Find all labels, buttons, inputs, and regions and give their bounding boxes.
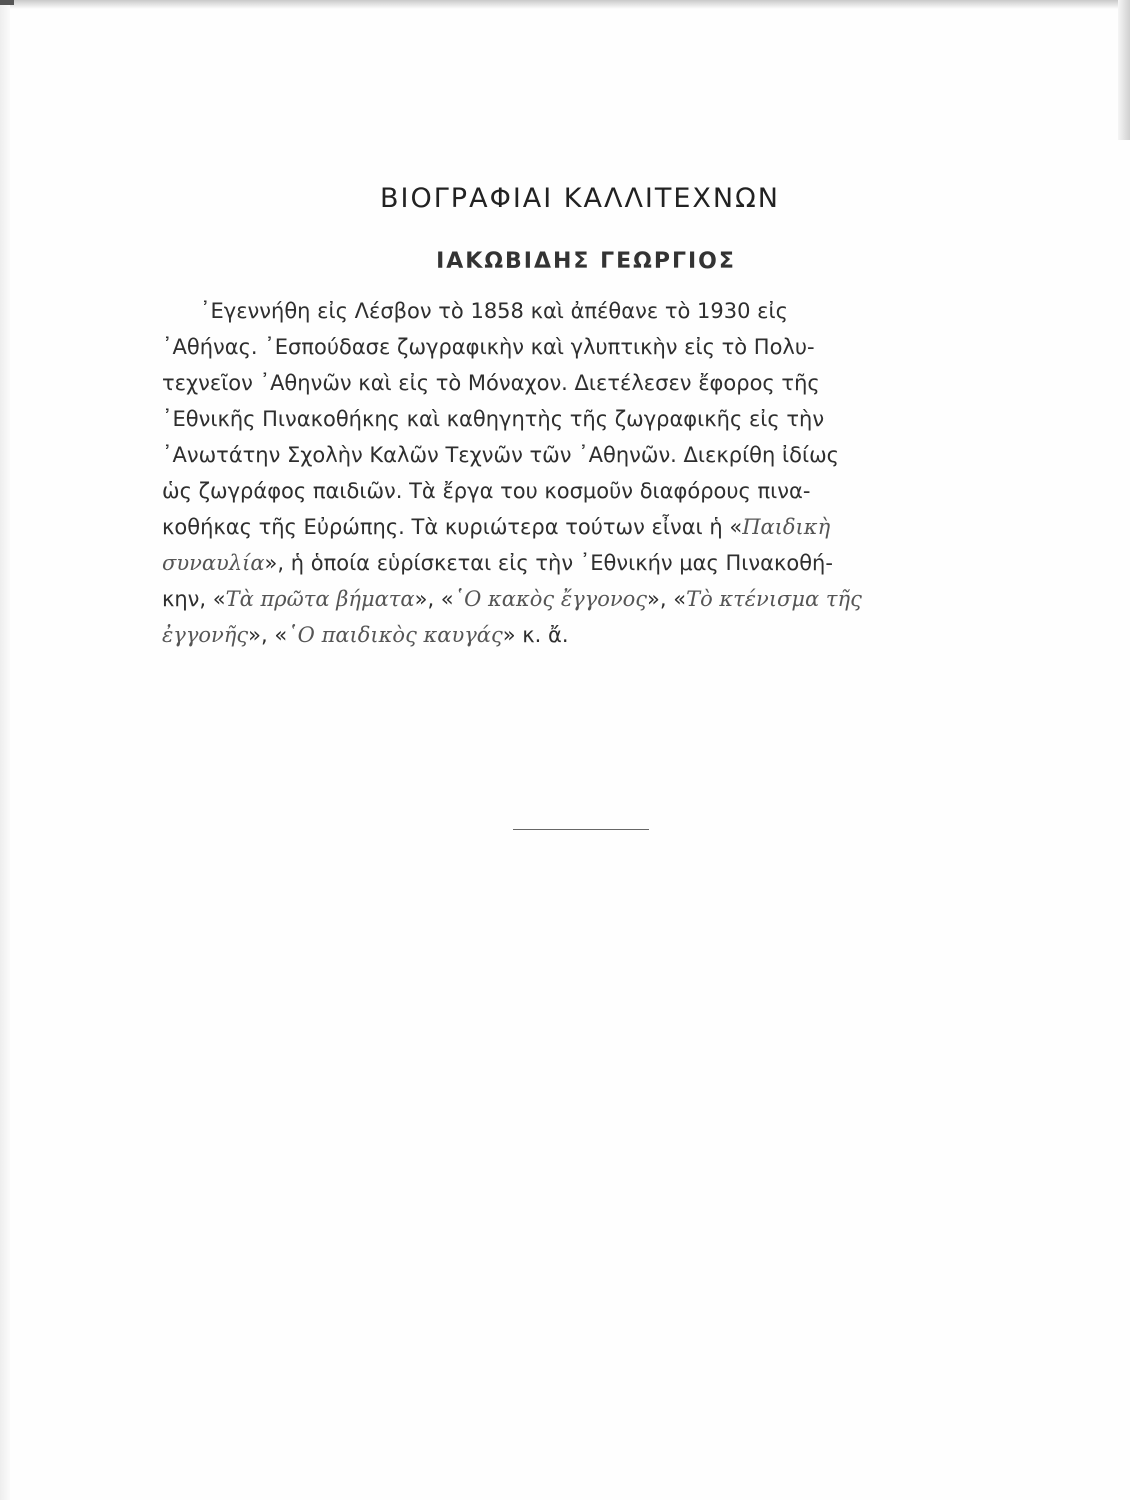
text-line: ᾿Εθνικῆς Πινακοθήκης καὶ καθηγητὴς τῆς ζωγραφικῆς εἰς τὴν bbox=[162, 407, 825, 431]
text-run: κοθήκας τῆς Εὐρώπης. Τὰ κυριώτερα τούτων εἶναι ἡ « bbox=[162, 515, 743, 539]
text-line bbox=[162, 545, 1020, 581]
text-run: » κ. ἄ. bbox=[502, 623, 569, 647]
text-run: », « bbox=[414, 587, 454, 611]
text-run: », « bbox=[647, 587, 687, 611]
artist-name-heading: ΙΑΚΩΒΙΔΗΣ ΓΕΩΡΓΙΟΣ bbox=[436, 249, 736, 274]
text-run: », ἡ ὁποία εὑρίσκεται εἰς τὴν ᾿Εθνικήν μας Πινακοθή- bbox=[264, 551, 833, 575]
artwork-title: συναυλία bbox=[162, 551, 265, 575]
text-run: κην, « bbox=[162, 587, 226, 611]
text-run: », « bbox=[248, 623, 288, 647]
text-line bbox=[162, 581, 1020, 617]
text-line: ᾿Ανωτάτην Σχολὴν Καλῶν Τεχνῶν τῶν ᾿Αθηνῶν. Διεκρίθη ἰδίως bbox=[162, 443, 839, 467]
artwork-title: Τὸ κτένισμα τῆς bbox=[686, 587, 862, 611]
scan-top-edge bbox=[0, 0, 1130, 9]
artwork-title: ῾Ο κακὸς ἔγγονος bbox=[453, 587, 648, 611]
text-line bbox=[162, 509, 1020, 545]
text-line: ὡς ζωγράφος παιδιῶν. Τὰ ἔργα του κοσμοῦν διαφόρους πινα- bbox=[162, 479, 811, 503]
biography-paragraph bbox=[162, 293, 1020, 653]
artwork-title: ῾Ο παιδικὸς καυγάς bbox=[287, 623, 503, 647]
artwork-title: ἐγγονῆς bbox=[162, 623, 249, 647]
scan-left-edge bbox=[0, 0, 10, 1500]
scan-right-edge bbox=[1118, 0, 1130, 140]
artwork-title: Τὰ πρῶτα βήματα bbox=[225, 587, 415, 611]
text-line: τεχνεῖον ᾿Αθηνῶν καὶ εἰς τὸ Μόναχον. Διετέλεσεν ἔφορος τῆς bbox=[162, 371, 820, 395]
text-line bbox=[162, 617, 1020, 653]
text-line: ᾿Εγεννήθη εἰς Λέσβον τὸ 1858 καὶ ἀπέθανε τὸ 1930 εἰς bbox=[200, 299, 788, 323]
artwork-title: Παιδικὴ bbox=[742, 515, 831, 539]
text-line: ᾿Αθήνας. ᾿Εσπούδασε ζωγραφικὴν καὶ γλυπτικὴν εἰς τὸ Πολυ- bbox=[162, 335, 815, 359]
page-title: ΒΙΟΓΡΑΦΙΑΙ ΚΑΛΛΙΤΕΧΝΩΝ bbox=[380, 183, 780, 214]
section-divider bbox=[513, 829, 649, 830]
scan-corner-mark bbox=[0, 0, 14, 5]
